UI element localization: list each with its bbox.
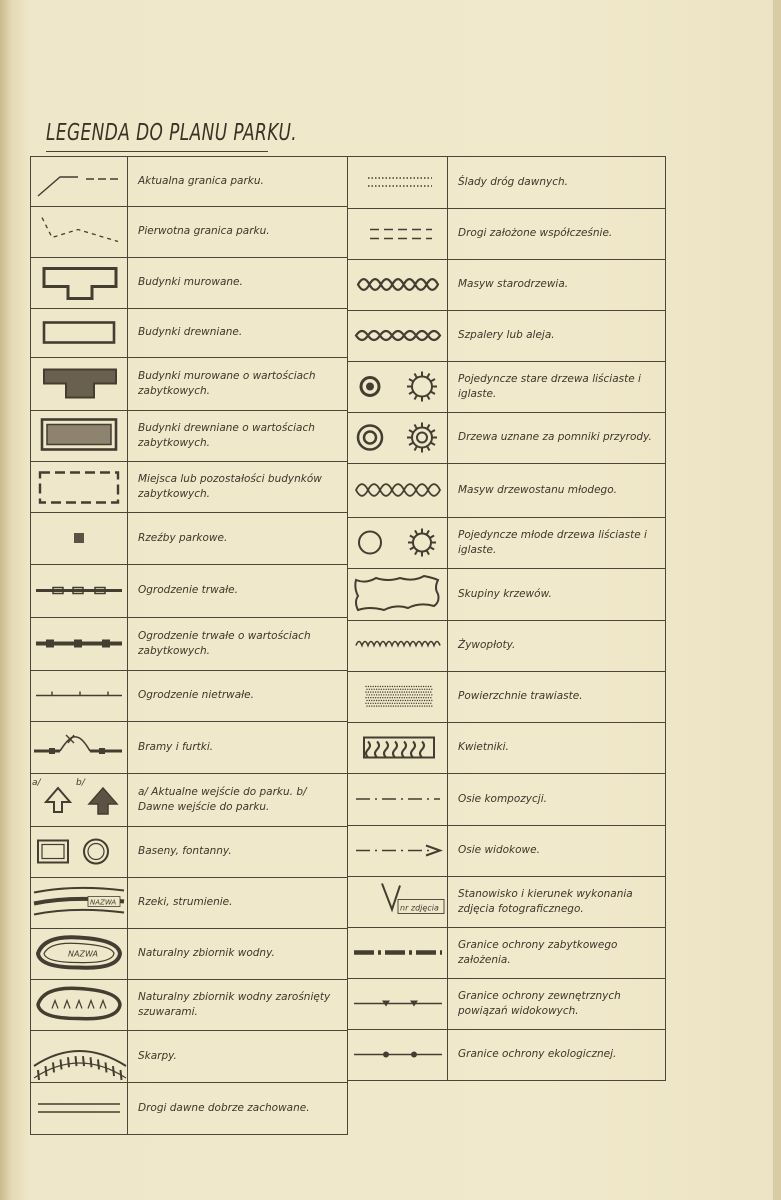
left-legend-label: Bramy i furtki. bbox=[138, 740, 214, 753]
view-protection-boundary-icon bbox=[348, 978, 448, 1029]
historic-wooden-building-icon bbox=[30, 410, 128, 461]
left-legend-label-cell bbox=[138, 512, 340, 564]
building-remains-icon bbox=[30, 461, 128, 512]
right-legend-label: Masyw starodrzewia. bbox=[458, 278, 569, 290]
left-legend-label-cell bbox=[138, 979, 340, 1030]
historic-fence-icon bbox=[30, 617, 128, 670]
right-legend-label-cell bbox=[458, 412, 658, 463]
left-legend-label-cell bbox=[138, 257, 340, 308]
photo-number-label: nr zdjęcia bbox=[400, 903, 439, 913]
left-legend-label-cell bbox=[138, 564, 340, 617]
modern-road-icon bbox=[348, 208, 448, 259]
left-legend-label-cell bbox=[138, 826, 340, 877]
left-legend-label-cell bbox=[138, 206, 340, 257]
right-legend-label-cell bbox=[458, 876, 658, 927]
left-legend-label: Budynki drewniane o wartościach zabytkowych. bbox=[138, 421, 315, 449]
left-legend-label: Aktualna granica parku. bbox=[138, 174, 264, 187]
view-axis-icon bbox=[348, 825, 448, 876]
reed-pond-icon bbox=[30, 979, 128, 1030]
left-legend-label-cell bbox=[138, 156, 340, 206]
left-legend-label-cell bbox=[138, 877, 340, 928]
old-single-trees-icon bbox=[348, 361, 448, 412]
tree-alley-icon bbox=[348, 310, 448, 361]
right-legend-label-cell bbox=[458, 978, 658, 1029]
right-legend-label: Kwietniki. bbox=[458, 741, 509, 753]
left-legend-label-cell bbox=[138, 357, 340, 410]
left-legend-label: Rzeźby parkowe. bbox=[138, 531, 228, 544]
right-legend-label: Żywopłoty. bbox=[458, 639, 516, 651]
right-legend-label-cell bbox=[458, 156, 658, 208]
heritage-protection-boundary-icon bbox=[348, 927, 448, 978]
left-legend-label: Miejsca lub pozostałości budynków zabytkowych. bbox=[138, 472, 322, 500]
shrub-group-icon bbox=[348, 568, 448, 620]
legend-title: LEGENDA DO PLANU PARKU. bbox=[46, 120, 298, 146]
slope-icon bbox=[30, 1030, 128, 1082]
right-legend-label-cell bbox=[458, 208, 658, 259]
left-legend-label: Budynki drewniane. bbox=[138, 326, 243, 338]
left-legend-label: Budynki murowane o wartościach zabytkowych. bbox=[138, 369, 316, 397]
left-legend-label: Ogrodzenie nietrwałe. bbox=[138, 689, 254, 701]
right-legend-label: Osie widokowe. bbox=[458, 844, 540, 856]
original-boundary-icon bbox=[30, 206, 128, 257]
right-legend-label-cell bbox=[458, 671, 658, 722]
right-legend-label: Drogi założone współcześnie. bbox=[458, 227, 613, 239]
right-legend-label: Skupiny krzewów. bbox=[458, 587, 552, 600]
right-legend-label-cell bbox=[458, 361, 658, 412]
right-legend-label: Granice ochrony zabytkowego założenia. bbox=[458, 938, 618, 966]
entrance-arrows-icon bbox=[30, 773, 128, 826]
nature-monument-trees-icon bbox=[348, 412, 448, 463]
hedge-icon bbox=[348, 620, 448, 671]
right-legend-label: Masyw drzewostanu młodego. bbox=[458, 483, 617, 496]
right-legend-label-cell bbox=[458, 517, 658, 568]
left-legend-label-cell bbox=[138, 1030, 340, 1082]
left-legend-label-cell bbox=[138, 773, 340, 826]
right-legend-label: Granice ochrony ekologicznej. bbox=[458, 1048, 617, 1060]
left-legend-label: Naturalny zbiornik wodny. bbox=[138, 947, 275, 959]
old-road-traces-icon bbox=[348, 156, 448, 208]
photo-point-icon bbox=[348, 876, 448, 927]
left-legend-label: Budynki murowane. bbox=[138, 276, 243, 288]
right-legend-label-cell bbox=[458, 310, 658, 361]
left-legend-label-cell bbox=[138, 721, 340, 773]
sublabel-a: a/ bbox=[32, 778, 41, 788]
left-legend-label: a/ Aktualne wejście do parku. b/ Dawne wejście do parku. bbox=[138, 785, 307, 813]
young-single-trees-icon bbox=[348, 517, 448, 568]
left-legend-label: Drogi dawne dobrze zachowane. bbox=[138, 1101, 310, 1114]
composition-axis-icon bbox=[348, 773, 448, 825]
ecological-protection-boundary-icon bbox=[348, 1029, 448, 1080]
left-legend-label-cell bbox=[138, 928, 340, 979]
right-legend-label: Granice ochrony zewnętrznych powiązań widokowych. bbox=[458, 989, 621, 1017]
right-legend-label-cell bbox=[458, 722, 658, 773]
left-legend-label-cell bbox=[138, 410, 340, 461]
left-legend-label-cell bbox=[138, 308, 340, 357]
temporary-fence-icon bbox=[30, 670, 128, 721]
current-boundary-icon bbox=[30, 156, 128, 206]
natural-pond-icon bbox=[30, 928, 128, 979]
old-tree-mass-icon bbox=[348, 259, 448, 310]
left-legend-label: Rzeki, strumienie. bbox=[138, 896, 233, 908]
sublabel-b: b/ bbox=[76, 778, 85, 788]
old-road-icon bbox=[30, 1082, 128, 1134]
left-legend-label-cell bbox=[138, 461, 340, 512]
grass-area-icon bbox=[348, 671, 448, 722]
right-legend-label: Powierzchnie trawiaste. bbox=[458, 690, 583, 702]
right-legend-label: Ślady dróg dawnych. bbox=[458, 175, 568, 188]
right-legend-label: Stanowisko i kierunek wykonania zdjęcia fotograficznego. bbox=[458, 887, 633, 915]
left-legend-label-cell bbox=[138, 1082, 340, 1134]
brick-building-icon bbox=[30, 257, 128, 308]
pond-name-label: NAZWA bbox=[68, 949, 98, 959]
right-legend-label-cell bbox=[458, 773, 658, 825]
right-legend-label: Drzewa uznane za pomniki przyrody. bbox=[458, 431, 652, 443]
left-legend-label: Ogrodzenie trwałe. bbox=[138, 584, 238, 596]
right-legend-label: Pojedyncze stare drzewa liściaste i iglaste. bbox=[458, 372, 641, 400]
right-legend-label-cell bbox=[458, 259, 658, 310]
left-legend-label-cell bbox=[138, 617, 340, 670]
flowerbed-icon bbox=[348, 722, 448, 773]
right-legend-label-cell bbox=[458, 620, 658, 671]
right-legend-label: Szpalery lub aleja. bbox=[458, 329, 555, 341]
left-legend-label-cell bbox=[138, 670, 340, 721]
river-icon bbox=[30, 877, 128, 928]
right-legend-label-cell bbox=[458, 825, 658, 876]
right-legend-label: Pojedyncze młode drzewa liściaste i iglaste. bbox=[458, 528, 647, 556]
right-legend-label-cell bbox=[458, 1029, 658, 1080]
young-tree-mass-icon bbox=[348, 463, 448, 517]
title-underline bbox=[46, 151, 268, 152]
left-legend-label: Baseny, fontanny. bbox=[138, 845, 232, 857]
right-legend-label-cell bbox=[458, 568, 658, 620]
sculpture-icon bbox=[30, 512, 128, 564]
left-legend-label: Skarpy. bbox=[138, 1049, 177, 1062]
right-legend-label-cell bbox=[458, 463, 658, 517]
grass-dots bbox=[365, 686, 432, 707]
left-legend-label: Ogrodzenie trwałe o wartościach zabytkowych. bbox=[138, 629, 311, 657]
left-legend-label: Naturalny zbiornik wodny zarośnięty szuwarami. bbox=[138, 990, 331, 1018]
wooden-building-icon bbox=[30, 308, 128, 357]
pool-fountain-icon bbox=[30, 826, 128, 877]
right-legend-label-cell bbox=[458, 927, 658, 978]
left-legend-label: Pierwotna granica parku. bbox=[138, 225, 270, 237]
permanent-fence-icon bbox=[30, 564, 128, 617]
page-edge bbox=[773, 0, 781, 1200]
gate-icon bbox=[30, 721, 128, 773]
historic-brick-building-icon bbox=[30, 357, 128, 410]
river-name-label: NAZWA bbox=[90, 898, 117, 907]
right-legend-label: Osie kompozycji. bbox=[458, 792, 547, 805]
